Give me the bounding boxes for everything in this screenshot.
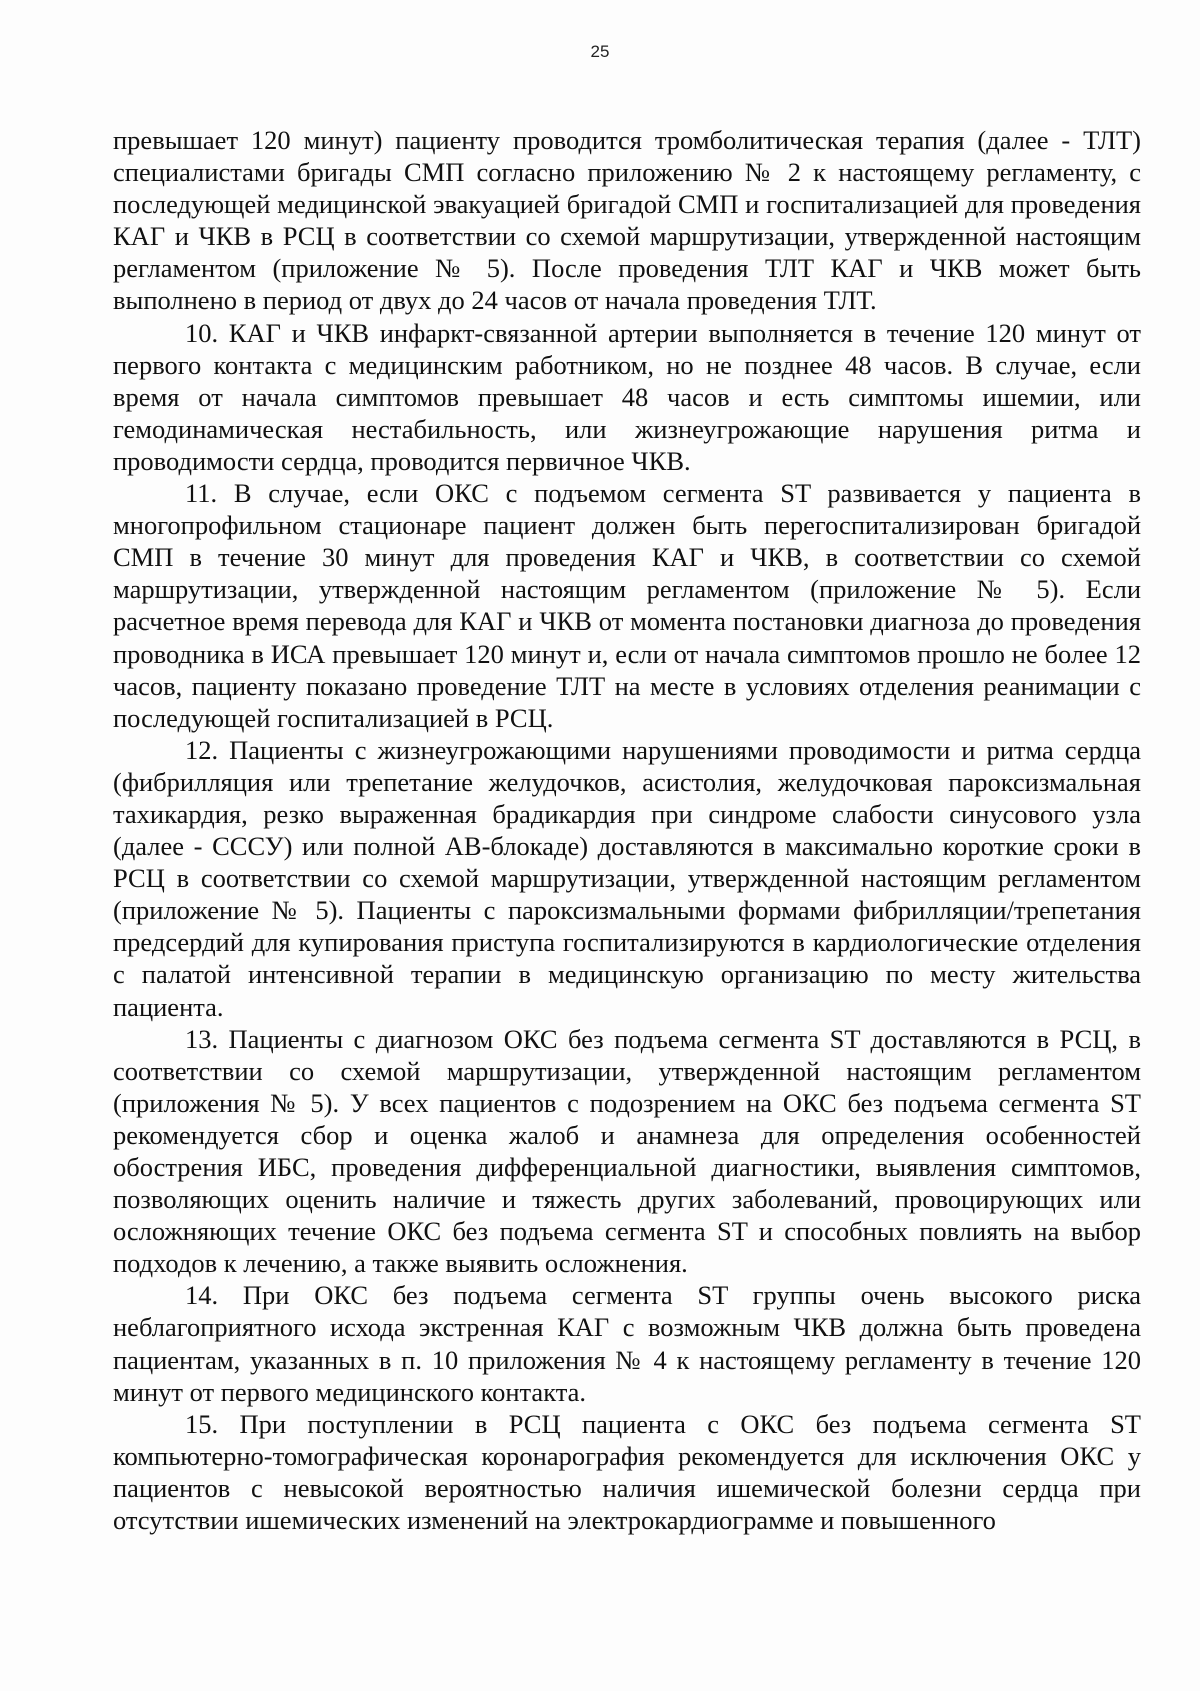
paragraph-continuation: превышает 120 минут) пациенту проводится тромболитическая терапия (далее - ТЛТ) специалистами бригады СМП согласно приложению № 2 к настоящему регламенту, с последующей медицинской эвакуацией бригадой СМП и госпитализацией для проведения КАГ и ЧКВ в РСЦ в соответствии со схемой маршрутизации, утвержденной настоящим регламентом (приложение № 5). После проведения ТЛТ КАГ и ЧКВ может быть выполнено в период от двух до 24 часов от начала проведения ТЛТ. (113, 125, 1141, 316)
paragraph-item-14: 14. При ОКС без подъема сегмента ST группы очень высокого риска неблагоприятного исхода экстренная КАГ с возможным ЧКВ должна быть проведена пациентам, указанных в п. 10 приложения № 4 к настоящему регламенту в течение 120 минут от первого медицинского контакта. (113, 1280, 1141, 1407)
paragraph-item-10: 10. КАГ и ЧКВ инфаркт-связанной артерии выполняется в течение 120 минут от первого контакта с медицинским работником, но не позднее 48 часов. В случае, если время от начала симптомов превышает 48 часов и есть симптомы ишемии, или гемодинамическая нестабильность, или жизнеугрожающие нарушения ритма и проводимости сердца, проводится первичное ЧКВ. (113, 317, 1141, 476)
document-body (113, 124, 1141, 1536)
paragraph-item-15: 15. При поступлении в РСЦ пациента с ОКС без подъема сегмента ST компьютерно-томографическая коронарография рекомендуется для исключения ОКС у пациентов с невысокой вероятностью наличия ишемической болезни сердца при отсутствии ишемических изменений на электрокардиограмме и повышенного (113, 1408, 1141, 1536)
page-number: 25 (590, 42, 610, 61)
paragraph-item-13: 13. Пациенты с диагнозом ОКС без подъема сегмента ST доставляются в РСЦ, в соответствии со схемой маршрутизации, утвержденной настоящим регламентом (приложения № 5). У всех пациентов с подозрением на ОКС без подъема сегмента ST рекомендуется сбор и оценка жалоб и анамнеза для определения особенностей обострения ИБС, проведения дифференциальной диагностики, выявления симптомов, позволяющих оценить наличие и тяжесть других заболеваний, провоцирующих или осложняющих течение ОКС без подъема сегмента ST и способных повлиять на выбор подходов к лечению, а также выявить осложнения. (113, 1023, 1141, 1279)
paragraph-item-11: 11. В случае, если ОКС с подъемом сегмента ST развивается у пациента в многопрофильном стационаре пациент должен быть перегоспитализирован бригадой СМП в течение 30 минут для проведения КАГ и ЧКВ, в соответствии со схемой маршрутизации, утвержденной настоящим регламентом (приложение № 5). Если расчетное время перевода для КАГ и ЧКВ от момента постановки диагноза до проведения проводника в ИСА превышает 120 минут и, если от начала симптомов прошло не более 12 часов, пациенту показано проведение ТЛТ на месте в условиях отделения реанимации с последующей госпитализацией в РСЦ. (113, 478, 1141, 733)
paragraph-item-12: 12. Пациенты с жизнеугрожающими нарушениями проводимости и ритма сердца (фибрилляция или трепетание желудочков, асистолия, желудочковая пароксизмальная тахикардия, резко выраженная брадикардия при синдроме слабости синусового узла (далее - СССУ) или полной АВ-блокаде) доставляются в максимально короткие сроки в РСЦ в соответствии со схемой маршрутизации, утвержденной настоящим регламентом (приложение № 5). Пациенты с пароксизмальными формами фибрилляции/трепетания предсердий для купирования приступа госпитализируются в кардиологические отделения с палатой интенсивной терапии в медицинскую организацию по месту жительства пациента. (113, 734, 1141, 1022)
